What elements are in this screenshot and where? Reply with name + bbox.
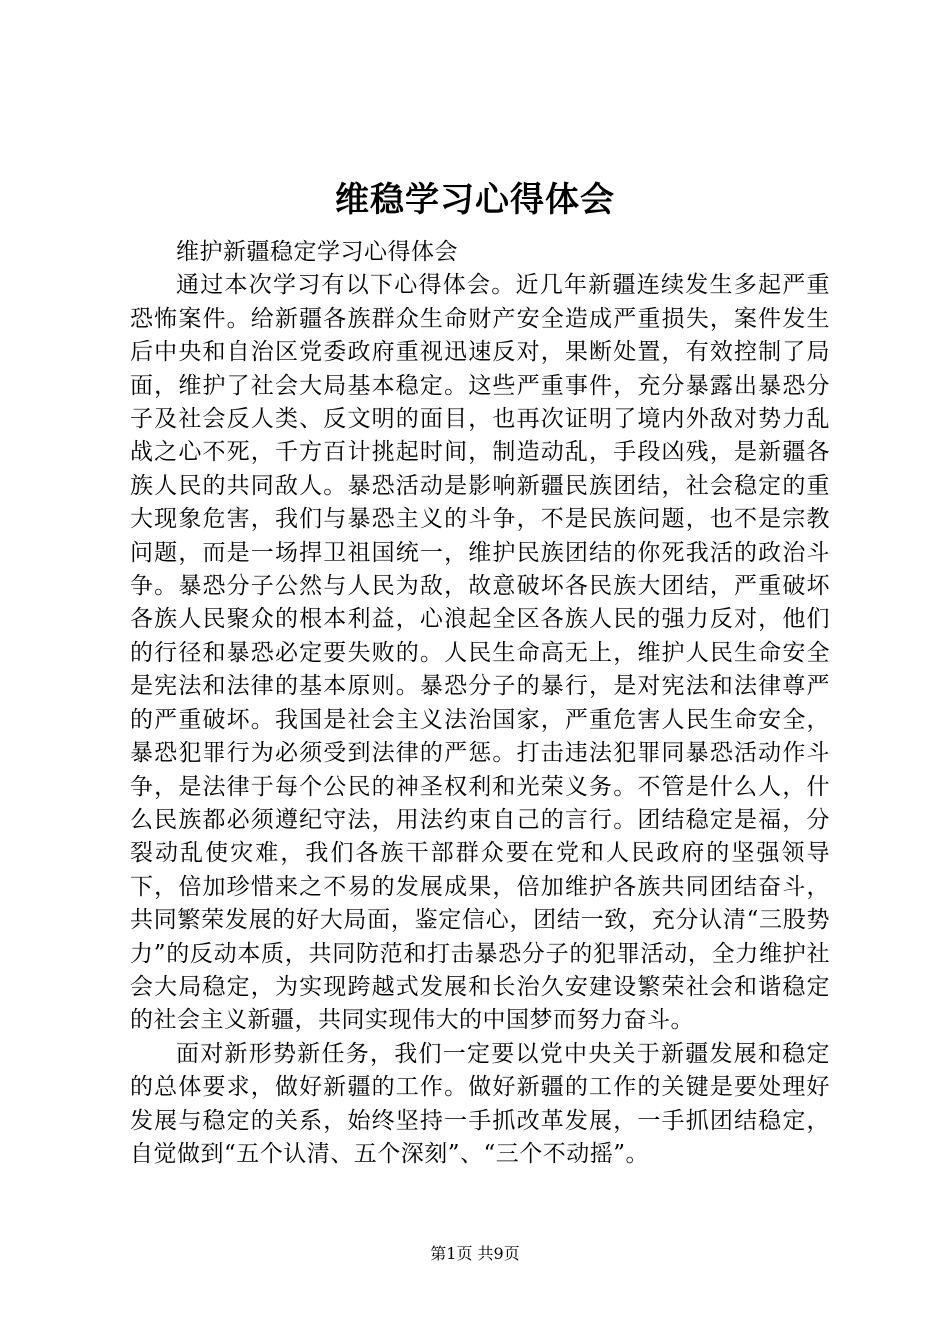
document-title: 维稳学习心得体会 [335, 180, 615, 220]
document-body [130, 236, 830, 1171]
body-paragraph-1: 通过本次学习有以下心得体会。近几年新疆连续发生多起严重恐怖案件。给新疆各族群众生命财产安全造成严重损失，案件发生后中央和自治区党委政府重视迅速反对，果断处置，有效控制了局面，维护了社会大局基本稳定。这些严重事件，充分暴露出暴恐分子及社会反人类、反文明的面目，也再次证明了境内外敌对势力乱战之心不死，千方百计挑起时间，制造动乱，手段凶残，是新疆各族人民的共同敌人。暴恐活动是影响新疆民族团结，社会稳定的重大现象危害，我们与暴恐主义的斗争，不是民族问题，也不是宗教问题，而是一场捍卫祖国统一，维护民族团结的你死我活的政治斗争。暴恐分子公然与人民为敌，故意破坏各民族大团结，严重破坏各族人民聚众的根本利益，心浪起全区各族人民的强力反对，他们的行径和暴恐必定要失败的。人民生命高无上，维护人民生命安全是宪法和法律的基本原则。暴恐分子的暴行，是对宪法和法律尊严的严重破坏。我国是社会主义法治国家，严重危害人民生命安全，暴恐犯罪行为必须受到法律的严惩。打击违法犯罪同暴恐活动作斗争，是法律于每个公民的神圣权利和光荣义务。不管是什么人，什么民族都必须遵纪守法，用法约束自己的言行。团结稳定是福，分裂动乱使灾难，我们各族干部群众要在党和人民政府的坚强领导下，倍加珍惜来之不易的发展成果，倍加维护各族共同团结奋斗，共同繁荣发展的好大局面，鉴定信心，团结一致，充分认清“三股势力”的反动本质，共同防范和打击暴恐分子的犯罪活动，全力维护社会大局稳定，为实现跨越式发展和长治久安建设繁荣社会和谐稳定的社会主义新疆，共同实现伟大的中国梦而努力奋斗。 [130, 272, 830, 1034]
page-footer: 第1页 共9页 [430, 1244, 520, 1263]
subtitle-paragraph: 维护新疆稳定学习心得体会 [176, 239, 458, 265]
body-paragraph-2: 面对新形势新任务，我们一定要以党中央关于新疆发展和稳定的总体要求，做好新疆的工作。做好新疆的工作的关键是要处理好发展与稳定的关系，始终坚持一手抓改革发展，一手抓团结稳定，自觉做到“五个认清、五个深刻”、“三个不动摇”。 [130, 1040, 830, 1167]
